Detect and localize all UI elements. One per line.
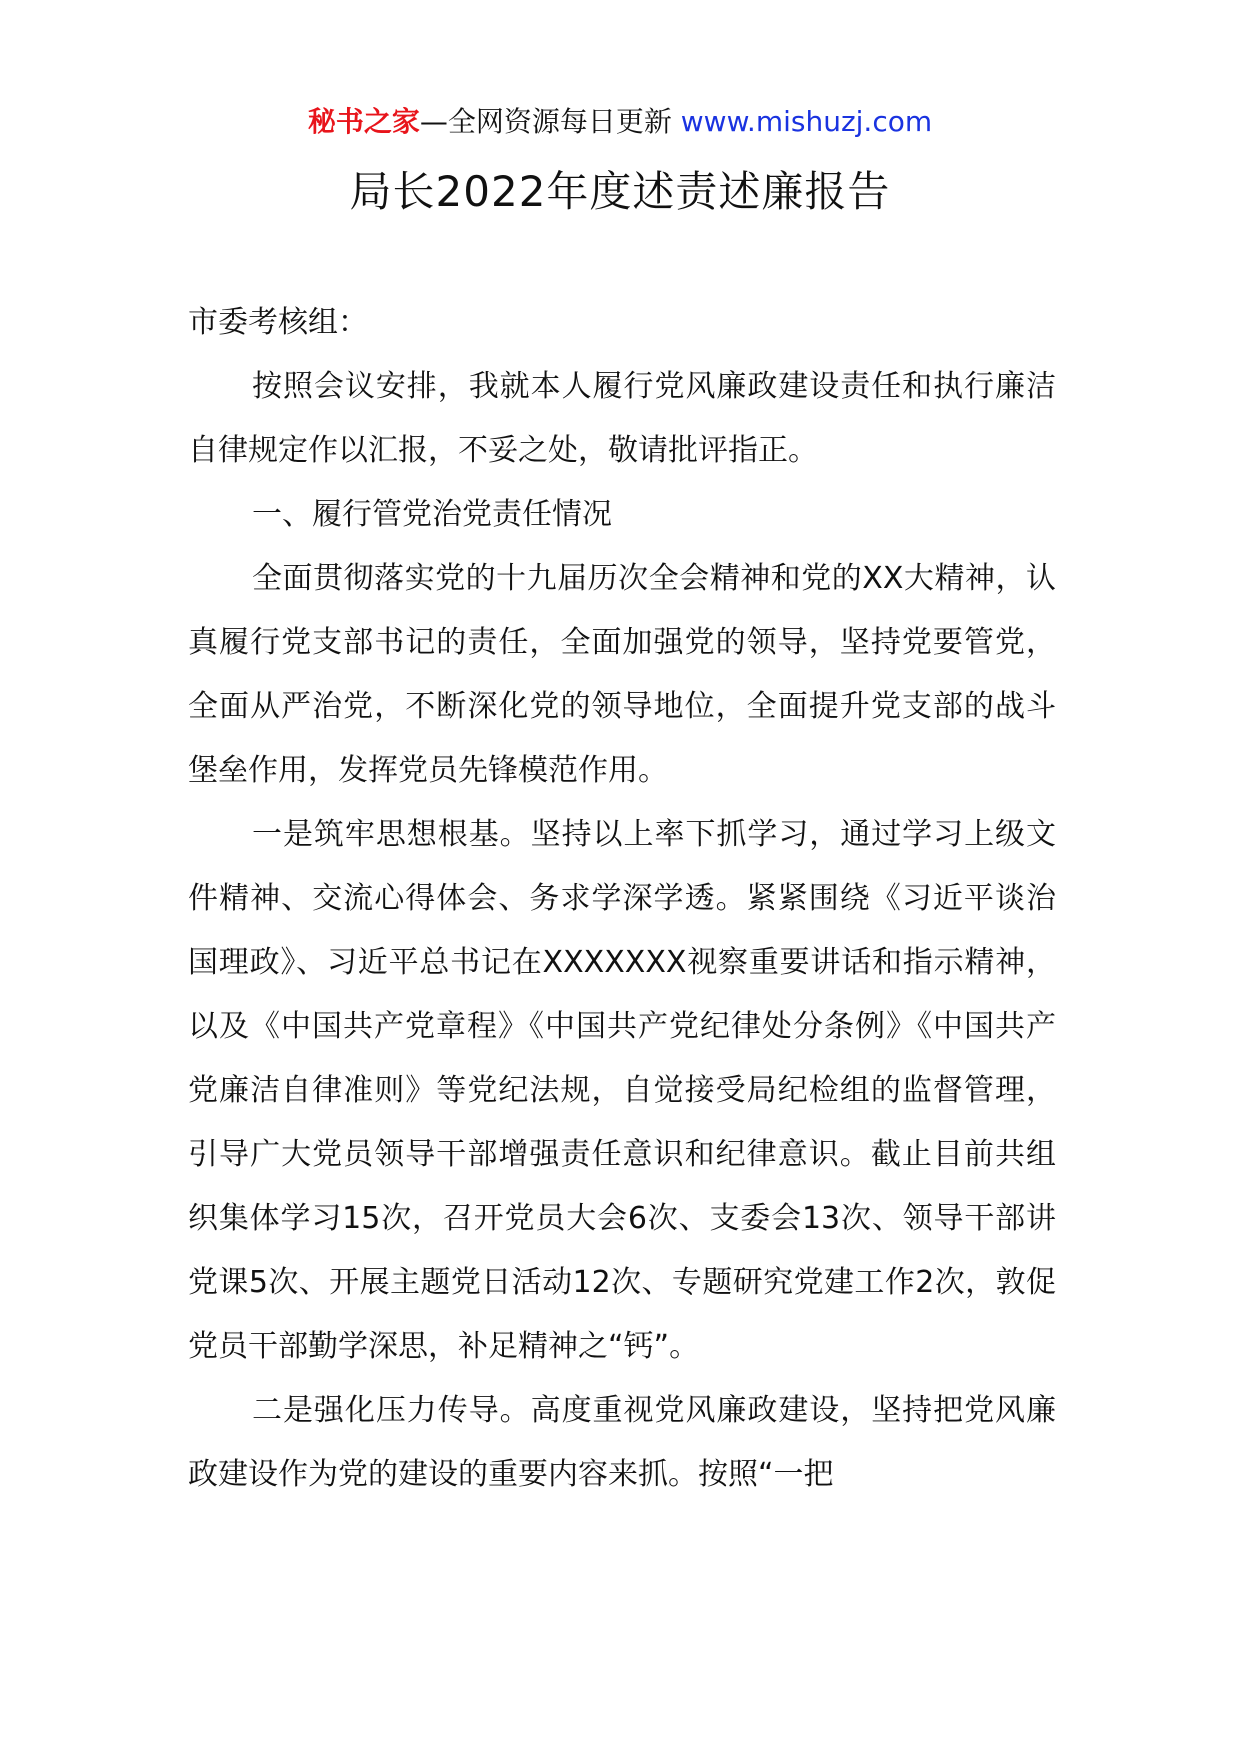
paragraph: 一是筑牢思想根基。坚持以上率下抓学习，通过学习上级文件精神、交流心得体会、务求学深学透。紧紧围绕《习近平谈治国理政》、习近平总书记在XXXXXXX视察重要讲话和指示精神，以及《中国共产党章程》《中国共产党纪律处分条例》《中国共产党廉洁自律准则》等党纪法规，自觉接受局纪检组的监督管理，引导广大党员领导干部增强责任意识和纪律意识。截止目前共组织集体学习15次，召开党员大会6次、支委会13次、领导干部讲党课5次、开展主题党日活动12次、专题研究党建工作2次，敦促党员干部勤学深思，补足精神之“钙”。 [188,817,1056,1364]
paragraph: 二是强化压力传导。高度重视党风廉政建设，坚持把党风廉政建设作为党的建设的重要内容来抓。按照“一把 [188,1393,1056,1492]
salutation: 市委考核组： [188,305,368,340]
banner-tagline: —全网资源每日更新 [419,105,681,138]
site-banner [0,102,1240,142]
paragraph-intro: 按照会议安排，我就本人履行党风廉政建设责任和执行廉洁自律规定作以汇报，不妥之处，敬请批评指正。 [188,369,1056,468]
document-body [188,291,1056,1507]
section-heading: 一、履行管党治党责任情况 [252,497,612,532]
document-title: 局长2022年度述责述廉报告 [349,167,891,216]
banner-url-link[interactable]: www.mishuzj.com [680,105,933,138]
banner-brand: 秘书之家 [307,105,420,138]
paragraph: 全面贯彻落实党的十九届历次全会精神和党的XX大精神，认真履行党支部书记的责任，全面加强党的领导，坚持党要管党，全面从严治党，不断深化党的领导地位，全面提升党支部的战斗堡垒作用，发挥党员先锋模范作用。 [188,561,1056,788]
